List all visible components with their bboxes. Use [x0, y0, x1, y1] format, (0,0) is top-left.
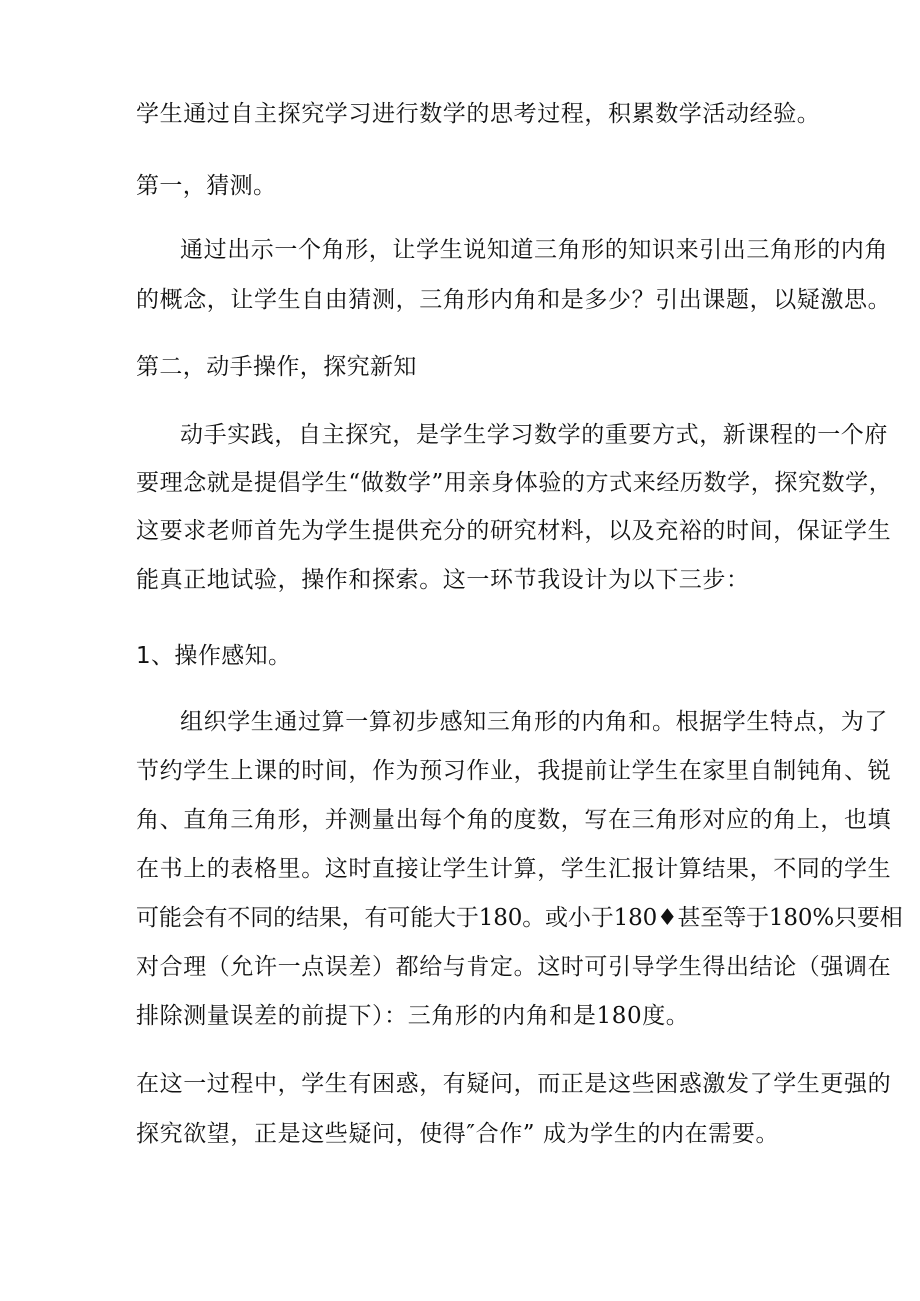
- section1-heading: 第一，猜测。: [136, 173, 277, 199]
- step1-para-line: 角、直角三角形，并测量出每个角的度数，写在三角形对应的角上，也填: [136, 807, 892, 833]
- closing-line: 在这一过程中，学生有困惑，有疑问，而正是这些困惑激发了学生更强的: [136, 1071, 892, 1097]
- step1-heading: 1、操作感知。: [136, 643, 292, 669]
- section1-para-line: 的概念，让学生自由猜测，三角形内角和是多少？引出课题，以疑激思。: [136, 287, 892, 313]
- step1-para-line: 在书上的表格里。这时直接让学生计算，学生汇报计算结果，不同的学生: [136, 856, 892, 882]
- step1-para-line: 可能会有不同的结果，有可能大于180。或小于180♦甚至等于180%只要相: [136, 905, 903, 931]
- intro-line: 学生通过自主探究学习进行数学的思考过程，积累数学活动经验。: [136, 101, 821, 127]
- step1-para-line: 节约学生上课的时间，作为预习作业，我提前让学生在家里自制钝角、锐: [136, 758, 892, 784]
- step1-para-line: 组织学生通过算一算初步感知三角形的内角和。根据学生特点，为了: [180, 709, 888, 735]
- closing-line: 探究欲望，正是这些疑问，使得″合作” 成为学生的内在需要。: [136, 1121, 780, 1147]
- section2-para-line: 要理念就是提倡学生“做数学”用亲身体验的方式来经历数学，探究数学，: [136, 470, 893, 496]
- section2-para-line: 能真正地试验，操作和探索。这一环节我设计为以下三步：: [136, 567, 750, 593]
- section2-para-line: 这要求老师首先为学生提供充分的研究材料，以及充裕的时间，保证学生: [136, 518, 892, 544]
- step1-para-line: 对合理（允许一点误差）都给与肯定。这时可引导学生得出结论（强调在: [136, 954, 892, 980]
- section2-para-line: 动手实践，自主探究，是学生学习数学的重要方式，新课程的一个府: [180, 422, 888, 448]
- section2-heading: 第二，动手操作，探究新知: [136, 354, 417, 380]
- step1-para-line: 排除测量误差的前提下）：三角形的内角和是180度。: [136, 1003, 690, 1029]
- section1-para-line: 通过出示一个角形，让学生说知道三角形的知识来引出三角形的内角: [180, 237, 888, 263]
